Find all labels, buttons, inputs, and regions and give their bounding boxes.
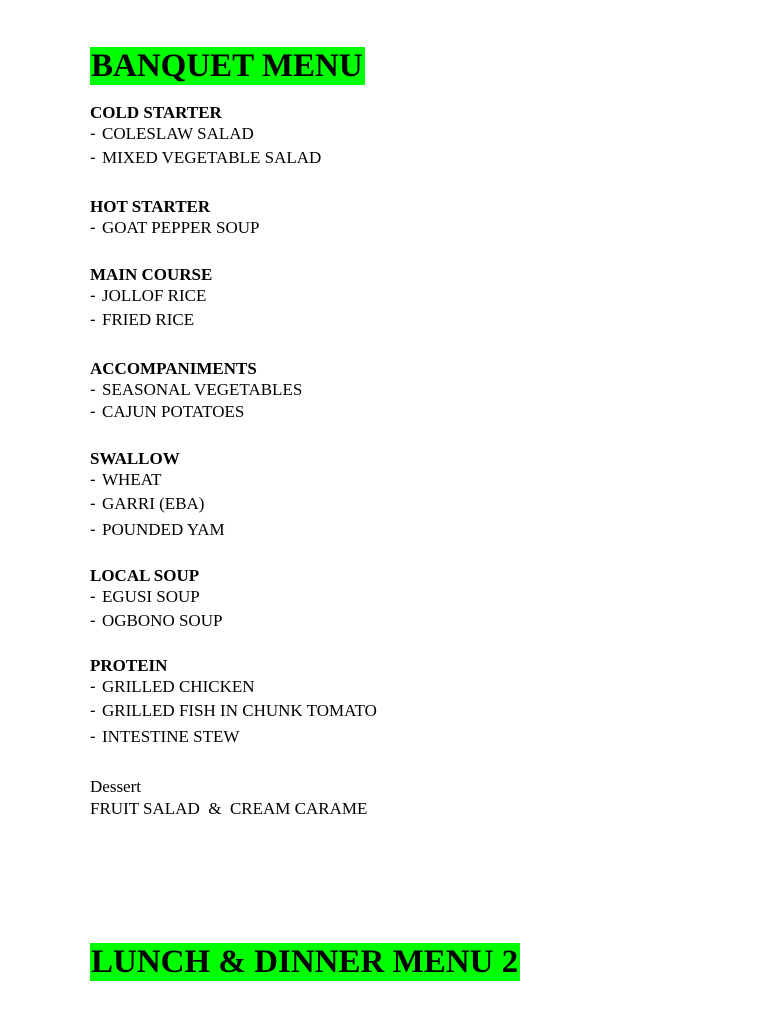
dessert-text: FRUIT SALAD & CREAM CARAME xyxy=(90,799,368,818)
item-text: OGBONO SOUP xyxy=(102,611,223,630)
section-dessert xyxy=(90,776,730,820)
list-item xyxy=(90,608,730,634)
item-text: INTESTINE STEW xyxy=(102,727,240,746)
bullet-dash: - xyxy=(90,148,96,167)
item-list xyxy=(90,379,730,423)
bullet-dash: - xyxy=(90,310,96,329)
item-list xyxy=(90,217,730,239)
list-item xyxy=(90,379,730,401)
item-text: GRILLED CHICKEN xyxy=(102,677,255,696)
dessert-label: Dessert xyxy=(90,777,141,796)
item-text: JOLLOF RICE xyxy=(102,286,207,305)
section-title: PROTEIN xyxy=(90,656,168,675)
section-main-course xyxy=(90,265,730,333)
lunch-dinner-heading-wrap xyxy=(90,943,520,981)
bullet-dash: - xyxy=(90,470,96,489)
item-text: GOAT PEPPER SOUP xyxy=(102,218,260,237)
bullet-dash: - xyxy=(90,727,96,746)
list-item xyxy=(90,123,730,145)
lunch-dinner-menu-heading: LUNCH & DINNER MENU 2 xyxy=(91,944,519,980)
list-item xyxy=(90,145,730,171)
item-list xyxy=(90,123,730,171)
section-title: MAIN COURSE xyxy=(90,265,213,284)
list-item xyxy=(90,217,730,239)
section-title: SWALLOW xyxy=(90,449,180,468)
item-text: CAJUN POTATOES xyxy=(102,402,245,421)
list-item xyxy=(90,724,730,750)
item-text: POUNDED YAM xyxy=(102,520,225,539)
section-title: COLD STARTER xyxy=(90,103,222,122)
bullet-dash: - xyxy=(90,520,96,539)
list-item xyxy=(90,586,730,608)
item-text: WHEAT xyxy=(102,470,162,489)
section-title: LOCAL SOUP xyxy=(90,566,200,585)
item-text: FRIED RICE xyxy=(102,310,195,329)
bullet-dash: - xyxy=(90,124,96,143)
bullet-dash: - xyxy=(90,701,96,720)
list-item xyxy=(90,491,730,517)
bullet-dash: - xyxy=(90,494,96,513)
bullet-dash: - xyxy=(90,611,96,630)
item-text: COLESLAW SALAD xyxy=(102,124,254,143)
section-protein xyxy=(90,656,730,750)
banquet-menu-heading: BANQUET MENU xyxy=(91,48,363,84)
banquet-menu-heading-wrap xyxy=(90,47,365,85)
item-text: EGUSI SOUP xyxy=(102,587,200,606)
item-list xyxy=(90,285,730,333)
bullet-dash: - xyxy=(90,218,96,237)
item-text: MIXED VEGETABLE SALAD xyxy=(102,148,322,167)
bullet-dash: - xyxy=(90,380,96,399)
list-item xyxy=(90,676,730,698)
section-local-soup xyxy=(90,566,730,634)
bullet-dash: - xyxy=(90,587,96,606)
bullet-dash: - xyxy=(90,286,96,305)
list-item xyxy=(90,401,730,423)
section-title: ACCOMPANIMENTS xyxy=(90,359,257,378)
section-accompaniments xyxy=(90,359,730,423)
item-list xyxy=(90,676,730,750)
list-item xyxy=(90,285,730,307)
list-item xyxy=(90,469,730,491)
section-title: HOT STARTER xyxy=(90,197,211,216)
list-item xyxy=(90,307,730,333)
item-list xyxy=(90,586,730,634)
section-swallow xyxy=(90,449,730,543)
bullet-dash: - xyxy=(90,677,96,696)
list-item xyxy=(90,698,730,724)
list-item xyxy=(90,517,730,543)
section-cold-starter xyxy=(90,103,730,171)
section-hot-starter xyxy=(90,197,730,239)
item-list xyxy=(90,469,730,543)
item-text: GRILLED FISH IN CHUNK TOMATO xyxy=(102,701,377,720)
bullet-dash: - xyxy=(90,402,96,421)
item-text: GARRI (EBA) xyxy=(102,494,205,513)
item-text: SEASONAL VEGETABLES xyxy=(102,380,303,399)
